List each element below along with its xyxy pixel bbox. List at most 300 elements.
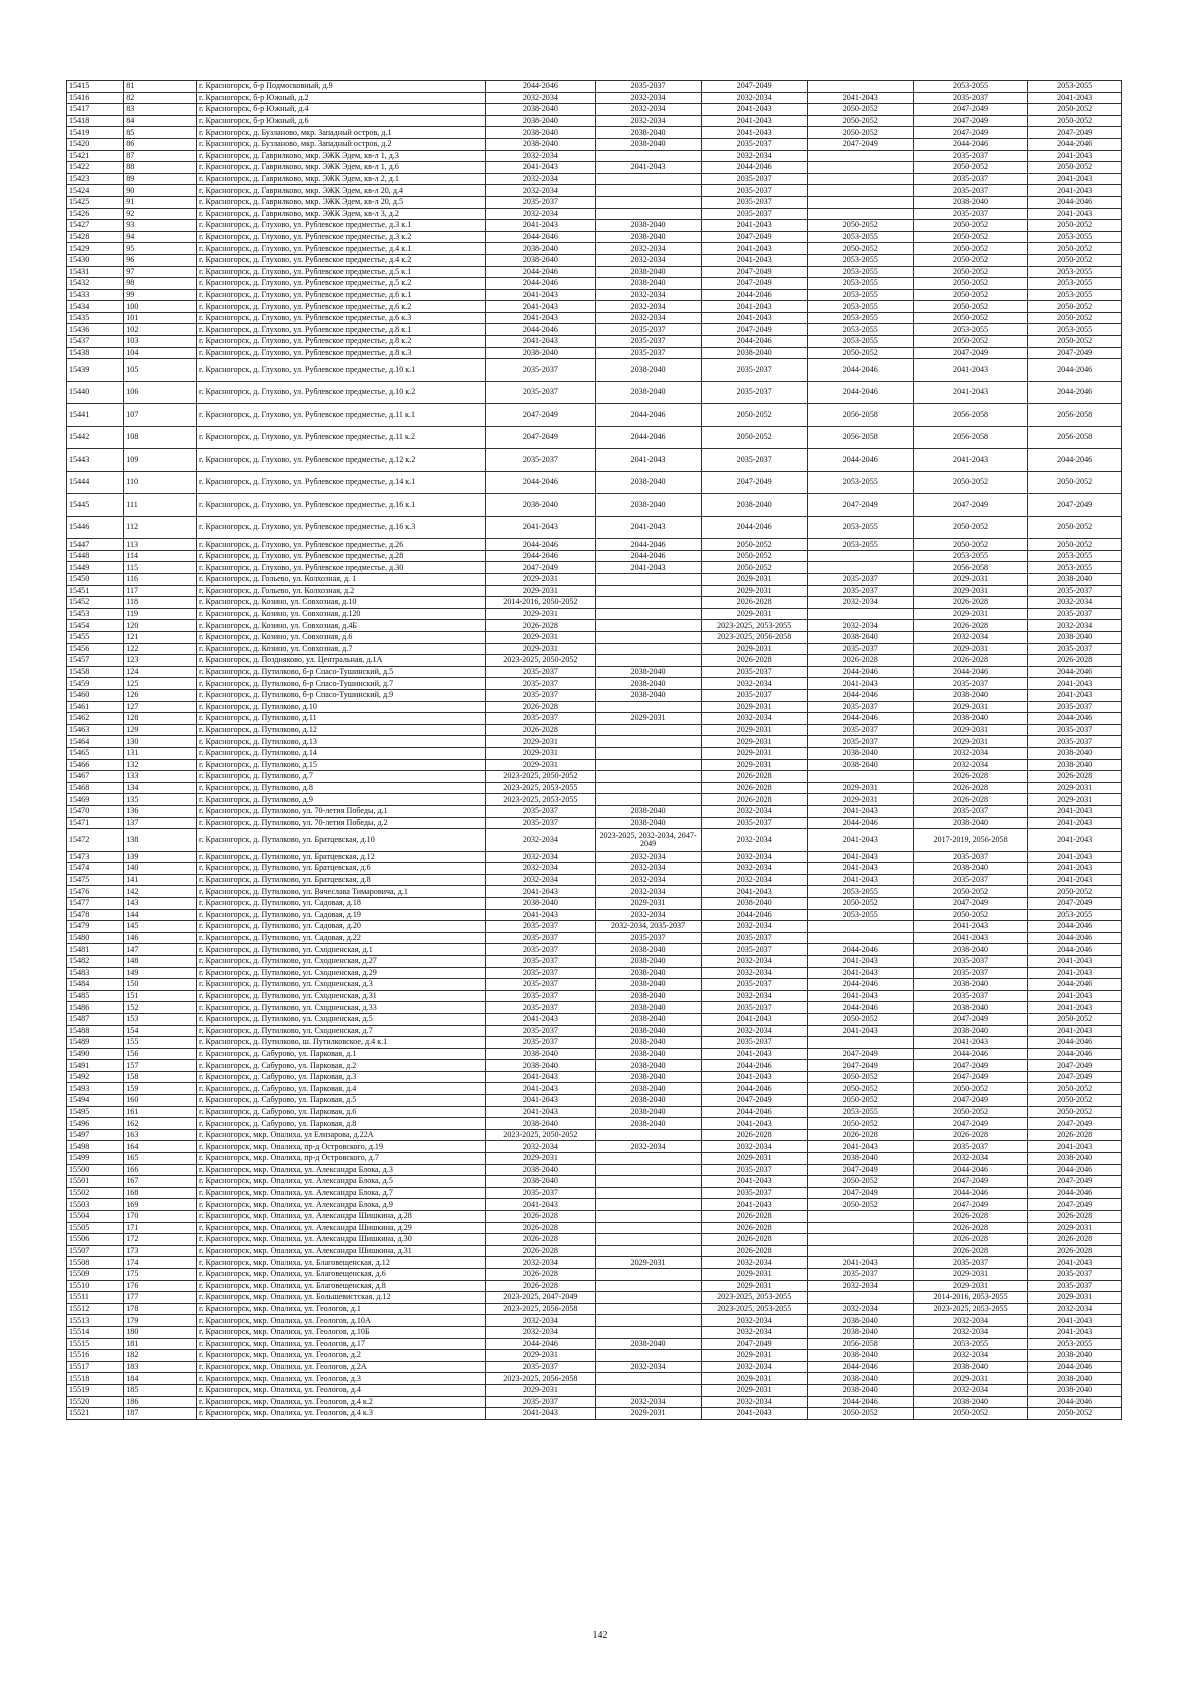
table-cell: 15510 bbox=[67, 1280, 124, 1292]
table-cell: 2044-2046 bbox=[913, 1187, 1027, 1199]
table-cell: 99 bbox=[124, 289, 197, 301]
table-cell: 2026-2028 bbox=[486, 1234, 595, 1246]
table-cell: г. Красногорск, мкр. Опалиха, ул. Большевистская, д.12 bbox=[197, 1292, 486, 1304]
table-cell: г. Красногорск, мкр. Опалиха, ул. Геологов, д.4 к.3 bbox=[197, 1408, 486, 1420]
table-cell: 2026-2028 bbox=[913, 782, 1027, 794]
table-cell: 2038-2040 bbox=[913, 1025, 1027, 1037]
table-cell: 184 bbox=[124, 1373, 197, 1385]
table-cell: 2026-2028 bbox=[701, 782, 807, 794]
table-cell: 167 bbox=[124, 1176, 197, 1188]
table-cell: 131 bbox=[124, 747, 197, 759]
table-cell bbox=[595, 794, 701, 806]
table-row bbox=[67, 1060, 1122, 1072]
table-row bbox=[67, 381, 1122, 404]
table-cell: 2035-2037 bbox=[486, 381, 595, 404]
table-cell: 163 bbox=[124, 1129, 197, 1141]
table-row bbox=[67, 1199, 1122, 1211]
table-cell: г. Красногорск, д. Путилково, ул. Садовая, д.22 bbox=[197, 932, 486, 944]
table-cell: 2035-2037 bbox=[486, 967, 595, 979]
table-cell: 2032-2034 bbox=[913, 632, 1027, 644]
table-cell: 2029-2031 bbox=[913, 608, 1027, 620]
table-cell: г. Красногорск, д. Глухово, ул. Рублевское предместье, д.14 к.1 bbox=[197, 471, 486, 494]
table-row bbox=[67, 115, 1122, 127]
table-cell: 2044-2046 bbox=[486, 81, 595, 93]
table-cell: 15511 bbox=[67, 1292, 124, 1304]
table-cell: г. Красногорск, д. Путилково, ул. Братцевская, д.8 bbox=[197, 874, 486, 886]
table-row bbox=[67, 562, 1122, 574]
table-cell: 2032-2034 bbox=[913, 759, 1027, 771]
table-cell: 2023-2025, 2050-2052 bbox=[486, 1129, 595, 1141]
table-cell: 2041-2043 bbox=[1028, 208, 1122, 220]
table-cell: 2044-2046 bbox=[701, 289, 807, 301]
table-cell: г. Красногорск, д. Сабурово, ул. Парковая, д.1 bbox=[197, 1048, 486, 1060]
table-cell bbox=[807, 1292, 913, 1304]
table-cell: г. Красногорск, б-р Южный, д.2 bbox=[197, 92, 486, 104]
table-row bbox=[67, 1025, 1122, 1037]
table-cell: 171 bbox=[124, 1222, 197, 1234]
table-cell: г. Красногорск, мкр. Опалиха, ул. Александра Шишкина, д.29 bbox=[197, 1222, 486, 1234]
table-cell: 2044-2046 bbox=[807, 381, 913, 404]
table-cell: 2047-2049 bbox=[701, 324, 807, 336]
table-row bbox=[67, 312, 1122, 324]
table-cell: 15476 bbox=[67, 886, 124, 898]
table-cell: 2038-2040 bbox=[1028, 747, 1122, 759]
table-cell: 2050-2052 bbox=[1028, 312, 1122, 324]
table-cell: г. Красногорск, мкр. Опалиха, ул. Геологов, д.17 bbox=[197, 1338, 486, 1350]
table-cell: 15444 bbox=[67, 471, 124, 494]
table-cell: 2032-2034 bbox=[595, 115, 701, 127]
table-cell: 2038-2040 bbox=[595, 1060, 701, 1072]
table-cell: г. Красногорск, мкр. Опалиха, пр-д Островского, д.7 bbox=[197, 1153, 486, 1165]
table-cell: 2035-2037 bbox=[595, 347, 701, 359]
table-cell: 2032-2034 bbox=[595, 254, 701, 266]
table-cell: 2029-2031 bbox=[701, 1350, 807, 1362]
table-cell: 2035-2037 bbox=[807, 724, 913, 736]
table-cell bbox=[595, 1384, 701, 1396]
table-cell: 2038-2040 bbox=[1028, 1350, 1122, 1362]
table-cell: 2038-2040 bbox=[807, 1153, 913, 1165]
table-cell: 15441 bbox=[67, 404, 124, 427]
table-cell: 2038-2040 bbox=[1028, 1153, 1122, 1165]
table-cell: 2041-2043 bbox=[807, 851, 913, 863]
table-cell: 118 bbox=[124, 597, 197, 609]
table-cell bbox=[807, 162, 913, 174]
table-cell: г. Красногорск, д. Козино, ул. Совхозная, д.120 bbox=[197, 608, 486, 620]
table-cell: 2023-2025, 2050-2052 bbox=[486, 771, 595, 783]
table-cell: 15498 bbox=[67, 1141, 124, 1153]
table-row bbox=[67, 1303, 1122, 1315]
table-cell: 153 bbox=[124, 1013, 197, 1025]
table-cell: 15466 bbox=[67, 759, 124, 771]
table-row bbox=[67, 359, 1122, 382]
table-cell bbox=[595, 1292, 701, 1304]
table-cell: 2029-2031 bbox=[701, 643, 807, 655]
table-cell: г. Красногорск, д. Глухово, ул. Рублевское предместье, д.3 к.1 bbox=[197, 220, 486, 232]
table-cell: 2026-2028 bbox=[1028, 1129, 1122, 1141]
table-cell: 15419 bbox=[67, 127, 124, 139]
table-cell: 183 bbox=[124, 1361, 197, 1373]
table-cell: 15461 bbox=[67, 701, 124, 713]
table-cell: 2041-2043 bbox=[807, 874, 913, 886]
table-cell: 2023-2025, 2053-2055 bbox=[701, 1292, 807, 1304]
table-cell: 15452 bbox=[67, 597, 124, 609]
table-cell: 2038-2040 bbox=[1028, 1373, 1122, 1385]
table-cell bbox=[595, 574, 701, 586]
table-cell: 2047-2049 bbox=[1028, 1199, 1122, 1211]
table-cell: 2047-2049 bbox=[701, 471, 807, 494]
table-cell: 2038-2040 bbox=[807, 1384, 913, 1396]
table-cell: г. Красногорск, мкр. Опалиха, ул. Благовещенская, д.8 bbox=[197, 1280, 486, 1292]
table-cell: 2038-2040 bbox=[913, 196, 1027, 208]
table-cell: 15487 bbox=[67, 1013, 124, 1025]
table-cell: 2029-2031 bbox=[701, 574, 807, 586]
table-cell: 2044-2046 bbox=[807, 1361, 913, 1373]
table-cell bbox=[595, 585, 701, 597]
table-cell: г. Красногорск, д. Глухово, ул. Рублевское предместье, д.12 к.2 bbox=[197, 449, 486, 472]
table-cell: 2032-2034 bbox=[701, 921, 807, 933]
table-cell: 2044-2046 bbox=[807, 817, 913, 829]
table-cell: 2032-2034 bbox=[595, 104, 701, 116]
table-cell: 2035-2037 bbox=[701, 185, 807, 197]
table-row bbox=[67, 829, 1122, 852]
table-cell: 2044-2046 bbox=[1028, 1164, 1122, 1176]
table-cell: 2038-2040 bbox=[807, 1350, 913, 1362]
table-cell: г. Красногорск, д. Гаврилково, мкр. ЭЖК Эдем, кв-л 20, д.4 bbox=[197, 185, 486, 197]
table-cell: 2041-2043 bbox=[701, 1176, 807, 1188]
table-cell: г. Красногорск, д. Путилково, ул. Сходненская, д.29 bbox=[197, 967, 486, 979]
table-cell: 2050-2052 bbox=[701, 539, 807, 551]
table-cell: г. Красногорск, б-р Южный, д.6 bbox=[197, 115, 486, 127]
table-cell: 132 bbox=[124, 759, 197, 771]
table-row bbox=[67, 897, 1122, 909]
table-cell: г. Красногорск, д. Сабурово, ул. Парковая, д.4 bbox=[197, 1083, 486, 1095]
table-cell: 2050-2052 bbox=[913, 266, 1027, 278]
table-cell: 2029-2031 bbox=[701, 1384, 807, 1396]
table-cell: 15491 bbox=[67, 1060, 124, 1072]
table-cell: 2044-2046 bbox=[807, 359, 913, 382]
table-row bbox=[67, 1129, 1122, 1141]
table-cell: 2032-2034 bbox=[701, 874, 807, 886]
table-cell: 2041-2043 bbox=[486, 220, 595, 232]
table-cell: 2032-2034 bbox=[1028, 597, 1122, 609]
table-cell: 2044-2046 bbox=[807, 666, 913, 678]
table-cell: 15480 bbox=[67, 932, 124, 944]
table-cell: 2029-2031 bbox=[486, 643, 595, 655]
table-cell: 2032-2034 bbox=[486, 829, 595, 852]
table-cell: 2041-2043 bbox=[1028, 967, 1122, 979]
table-cell: 15497 bbox=[67, 1129, 124, 1141]
table-cell: 15482 bbox=[67, 955, 124, 967]
table-cell: 15471 bbox=[67, 817, 124, 829]
table-cell: 2032-2034 bbox=[807, 620, 913, 632]
table-cell: 2041-2043 bbox=[486, 336, 595, 348]
table-cell: г. Красногорск, д. Путилково, ул. Сходненская, д.5 bbox=[197, 1013, 486, 1025]
table-cell: 15513 bbox=[67, 1315, 124, 1327]
table-cell: 15428 bbox=[67, 231, 124, 243]
table-cell: 2044-2046 bbox=[1028, 1037, 1122, 1049]
table-cell: 2038-2040 bbox=[486, 897, 595, 909]
table-cell: 2035-2037 bbox=[486, 196, 595, 208]
table-cell: 2026-2028 bbox=[913, 655, 1027, 667]
table-cell: 2035-2037 bbox=[913, 185, 1027, 197]
table-cell: 2038-2040 bbox=[595, 805, 701, 817]
table-cell: 2047-2049 bbox=[1028, 347, 1122, 359]
table-cell: 2044-2046 bbox=[807, 713, 913, 725]
table-cell: 2032-2034 bbox=[913, 747, 1027, 759]
table-cell: 2044-2046 bbox=[913, 1048, 1027, 1060]
table-cell: 2041-2043 bbox=[701, 1013, 807, 1025]
table-cell: 176 bbox=[124, 1280, 197, 1292]
table-row bbox=[67, 196, 1122, 208]
table-cell: 15423 bbox=[67, 173, 124, 185]
table-cell: г. Красногорск, мкр. Опалиха, ул. Геологов, д.4 к.2 bbox=[197, 1396, 486, 1408]
table-cell: 2038-2040 bbox=[595, 967, 701, 979]
table-cell: г. Красногорск, д. Путилково, д.11 bbox=[197, 713, 486, 725]
table-cell: 2032-2034 bbox=[486, 863, 595, 875]
table-cell: 2053-2055 bbox=[807, 312, 913, 324]
table-cell: г. Красногорск, д. Бузланово, мкр. Западный остров, д.1 bbox=[197, 127, 486, 139]
table-cell: 2029-2031 bbox=[701, 747, 807, 759]
table-cell bbox=[807, 185, 913, 197]
table-cell: 2029-2031 bbox=[701, 585, 807, 597]
table-cell: 2044-2046 bbox=[486, 278, 595, 290]
table-cell: 2047-2049 bbox=[913, 347, 1027, 359]
table-cell: 2053-2055 bbox=[1028, 562, 1122, 574]
table-cell: 15521 bbox=[67, 1408, 124, 1420]
table-row bbox=[67, 1257, 1122, 1269]
table-cell: 2032-2034 bbox=[701, 990, 807, 1002]
table-cell: 2032-2034 bbox=[1028, 620, 1122, 632]
table-cell: 125 bbox=[124, 678, 197, 690]
table-cell: 2041-2043 bbox=[807, 990, 913, 1002]
table-cell: 2050-2052 bbox=[1028, 539, 1122, 551]
table-cell: 2050-2052 bbox=[807, 127, 913, 139]
table-cell: 2041-2043 bbox=[1028, 863, 1122, 875]
table-cell: 2035-2037 bbox=[486, 1037, 595, 1049]
table-cell: 15518 bbox=[67, 1373, 124, 1385]
table-cell: 102 bbox=[124, 324, 197, 336]
table-cell: г. Красногорск, д. Гаврилково, мкр. ЭЖК Эдем, кв-л 3, д.2 bbox=[197, 208, 486, 220]
table-cell: 2050-2052 bbox=[807, 1095, 913, 1107]
table-cell: 2032-2034 bbox=[701, 829, 807, 852]
table-cell: 2026-2028 bbox=[486, 620, 595, 632]
table-cell: 2050-2052 bbox=[913, 231, 1027, 243]
table-cell: 2047-2049 bbox=[913, 1095, 1027, 1107]
table-row bbox=[67, 404, 1122, 427]
table-cell: 2050-2052 bbox=[807, 1199, 913, 1211]
table-cell: 2053-2055 bbox=[913, 1338, 1027, 1350]
table-cell: 15495 bbox=[67, 1106, 124, 1118]
table-row bbox=[67, 1245, 1122, 1257]
table-row bbox=[67, 990, 1122, 1002]
table-cell: г. Красногорск, д. Глухово, ул. Рублевское предместье, д.4 к.1 bbox=[197, 243, 486, 255]
table-cell: 2038-2040 bbox=[595, 471, 701, 494]
table-cell: 2038-2040 bbox=[595, 494, 701, 517]
table-cell: 2038-2040 bbox=[595, 278, 701, 290]
table-cell bbox=[595, 1222, 701, 1234]
table-cell: 15431 bbox=[67, 266, 124, 278]
table-cell: 90 bbox=[124, 185, 197, 197]
table-cell: 2038-2040 bbox=[595, 381, 701, 404]
table-row bbox=[67, 1280, 1122, 1292]
table-row bbox=[67, 471, 1122, 494]
table-cell: 2035-2037 bbox=[913, 955, 1027, 967]
table-cell: 2029-2031 bbox=[701, 724, 807, 736]
table-cell bbox=[807, 196, 913, 208]
table-cell: г. Красногорск, д. Глухово, ул. Рублевское предместье, д.16 к.3 bbox=[197, 516, 486, 539]
table-cell: г. Красногорск, мкр. Опалиха, ул. Благовещенская, д.6 bbox=[197, 1268, 486, 1280]
table-cell: 15456 bbox=[67, 643, 124, 655]
table-row bbox=[67, 1361, 1122, 1373]
table-cell: 162 bbox=[124, 1118, 197, 1130]
table-cell: 81 bbox=[124, 81, 197, 93]
table-cell bbox=[595, 759, 701, 771]
table-cell: 143 bbox=[124, 897, 197, 909]
table-cell: г. Красногорск, д. Путилково, ул. Братцевская, д.6 bbox=[197, 863, 486, 875]
table-row bbox=[67, 782, 1122, 794]
table-cell: г. Красногорск, д. Козино, ул. Совхозная, д.6 bbox=[197, 632, 486, 644]
table-cell: 140 bbox=[124, 863, 197, 875]
table-cell: 2029-2031 bbox=[701, 1153, 807, 1165]
table-cell: 2038-2040 bbox=[913, 713, 1027, 725]
table-cell: 2032-2034 bbox=[595, 1396, 701, 1408]
table-cell: 2041-2043 bbox=[486, 1199, 595, 1211]
table-cell: 2041-2043 bbox=[701, 1048, 807, 1060]
table-cell: 170 bbox=[124, 1211, 197, 1223]
table-cell: 109 bbox=[124, 449, 197, 472]
table-cell: 2041-2043 bbox=[701, 220, 807, 232]
table-row bbox=[67, 254, 1122, 266]
table-cell: 2035-2037 bbox=[913, 805, 1027, 817]
table-cell: 2032-2034 bbox=[486, 185, 595, 197]
table-cell: г. Красногорск, д. Глухово, ул. Рублевское предместье, д.8 к.1 bbox=[197, 324, 486, 336]
table-cell: 2032-2034 bbox=[486, 851, 595, 863]
table-row bbox=[67, 289, 1122, 301]
table-cell: 2029-2031 bbox=[913, 736, 1027, 748]
table-cell: 2047-2049 bbox=[807, 1187, 913, 1199]
table-cell: г. Красногорск, д. Путилково, ул. Сходненская, д.27 bbox=[197, 955, 486, 967]
schedule-table bbox=[66, 80, 1122, 1420]
table-cell: 2038-2040 bbox=[913, 979, 1027, 991]
table-cell: 2041-2043 bbox=[807, 955, 913, 967]
table-cell: 2035-2037 bbox=[701, 944, 807, 956]
table-cell: 15470 bbox=[67, 805, 124, 817]
table-cell: 2032-2034 bbox=[1028, 1303, 1122, 1315]
table-cell: 92 bbox=[124, 208, 197, 220]
table-cell: 110 bbox=[124, 471, 197, 494]
table-cell: 2035-2037 bbox=[701, 138, 807, 150]
table-cell: г. Красногорск, мкр. Опалиха, ул. Александра Блока, д.7 bbox=[197, 1187, 486, 1199]
table-cell: 117 bbox=[124, 585, 197, 597]
table-cell: 2047-2049 bbox=[1028, 494, 1122, 517]
table-cell: 15481 bbox=[67, 944, 124, 956]
table-cell: г. Красногорск, д. Путилково, д.12 bbox=[197, 724, 486, 736]
table-cell: 2038-2040 bbox=[913, 817, 1027, 829]
table-cell: 2035-2037 bbox=[701, 208, 807, 220]
table-cell: 2053-2055 bbox=[807, 289, 913, 301]
table-cell: 2038-2040 bbox=[913, 1002, 1027, 1014]
table-row bbox=[67, 574, 1122, 586]
table-cell: 2053-2055 bbox=[913, 324, 1027, 336]
table-cell: 145 bbox=[124, 921, 197, 933]
table-cell: 2050-2052 bbox=[913, 243, 1027, 255]
table-cell bbox=[595, 632, 701, 644]
table-cell: 2035-2037 bbox=[913, 851, 1027, 863]
table-cell: 15454 bbox=[67, 620, 124, 632]
table-cell: 2041-2043 bbox=[486, 886, 595, 898]
table-cell: 2044-2046 bbox=[1028, 1187, 1122, 1199]
table-cell: 15500 bbox=[67, 1164, 124, 1176]
table-cell: 141 bbox=[124, 874, 197, 886]
table-cell: г. Красногорск, д. Козино, ул. Совхозная, д.4Б bbox=[197, 620, 486, 632]
table-cell: 2023-2025, 2056-2058 bbox=[701, 632, 807, 644]
table-cell: 160 bbox=[124, 1095, 197, 1107]
table-cell bbox=[595, 724, 701, 736]
table-cell: 2044-2046 bbox=[807, 1396, 913, 1408]
table-cell: 2041-2043 bbox=[486, 1013, 595, 1025]
table-row bbox=[67, 138, 1122, 150]
table-cell: 2041-2043 bbox=[595, 562, 701, 574]
table-cell: г. Красногорск, д. Глухово, ул. Рублевское предместье, д.6 к.3 bbox=[197, 312, 486, 324]
table-cell: 2035-2037 bbox=[701, 1187, 807, 1199]
table-cell bbox=[595, 620, 701, 632]
table-cell: 2047-2049 bbox=[1028, 1118, 1122, 1130]
table-cell: 2044-2046 bbox=[1028, 979, 1122, 991]
table-cell: 84 bbox=[124, 115, 197, 127]
table-cell: 2035-2037 bbox=[701, 689, 807, 701]
table-row bbox=[67, 1106, 1122, 1118]
table-row bbox=[67, 851, 1122, 863]
table-cell: 2056-2058 bbox=[913, 562, 1027, 574]
table-cell: 2041-2043 bbox=[1028, 689, 1122, 701]
table-cell: 2041-2043 bbox=[701, 127, 807, 139]
table-cell: 15508 bbox=[67, 1257, 124, 1269]
table-cell: 2032-2034 bbox=[486, 92, 595, 104]
table-row bbox=[67, 539, 1122, 551]
table-cell: 2035-2037 bbox=[486, 1396, 595, 1408]
table-cell: г. Красногорск, д. Глухово, ул. Рублевское предместье, д.10 к.1 bbox=[197, 359, 486, 382]
table-cell: 2050-2052 bbox=[1028, 471, 1122, 494]
table-cell: г. Красногорск, мкр. Опалиха, ул. Геологов, д.1 bbox=[197, 1303, 486, 1315]
table-cell: 152 bbox=[124, 1002, 197, 1014]
table-cell: 2047-2049 bbox=[486, 562, 595, 574]
table-cell: 2029-2031 bbox=[701, 759, 807, 771]
table-cell: г. Красногорск, д. Путилково, б-р Спасо-Тушинский, д.7 bbox=[197, 678, 486, 690]
table-cell: 2032-2034 bbox=[701, 1326, 807, 1338]
table-cell: 2038-2040 bbox=[1028, 632, 1122, 644]
table-row bbox=[67, 220, 1122, 232]
table-cell: 2041-2043 bbox=[486, 312, 595, 324]
table-cell: 105 bbox=[124, 359, 197, 382]
table-cell: г. Красногорск, д. Гольево, ул. Колхозная, д. 1 bbox=[197, 574, 486, 586]
table-cell: 2041-2043 bbox=[1028, 1315, 1122, 1327]
table-cell: 2029-2031 bbox=[486, 608, 595, 620]
table-cell: 159 bbox=[124, 1083, 197, 1095]
table-cell: 15502 bbox=[67, 1187, 124, 1199]
table-cell: г. Красногорск, д. Гаврилково, мкр. ЭЖК Эдем, кв-л 20, д.5 bbox=[197, 196, 486, 208]
table-cell: 2038-2040 bbox=[701, 347, 807, 359]
table-cell: 114 bbox=[124, 550, 197, 562]
table-cell: 2041-2043 bbox=[913, 921, 1027, 933]
table-cell: 2044-2046 bbox=[913, 138, 1027, 150]
table-cell: 2044-2046 bbox=[701, 909, 807, 921]
table-cell: 147 bbox=[124, 944, 197, 956]
table-cell: 15439 bbox=[67, 359, 124, 382]
table-cell: 2041-2043 bbox=[701, 1118, 807, 1130]
table-cell: 2035-2037 bbox=[913, 678, 1027, 690]
table-cell: г. Красногорск, д. Глухово, ул. Рублевское предместье, д.8 к.3 bbox=[197, 347, 486, 359]
table-cell: 2047-2049 bbox=[913, 494, 1027, 517]
